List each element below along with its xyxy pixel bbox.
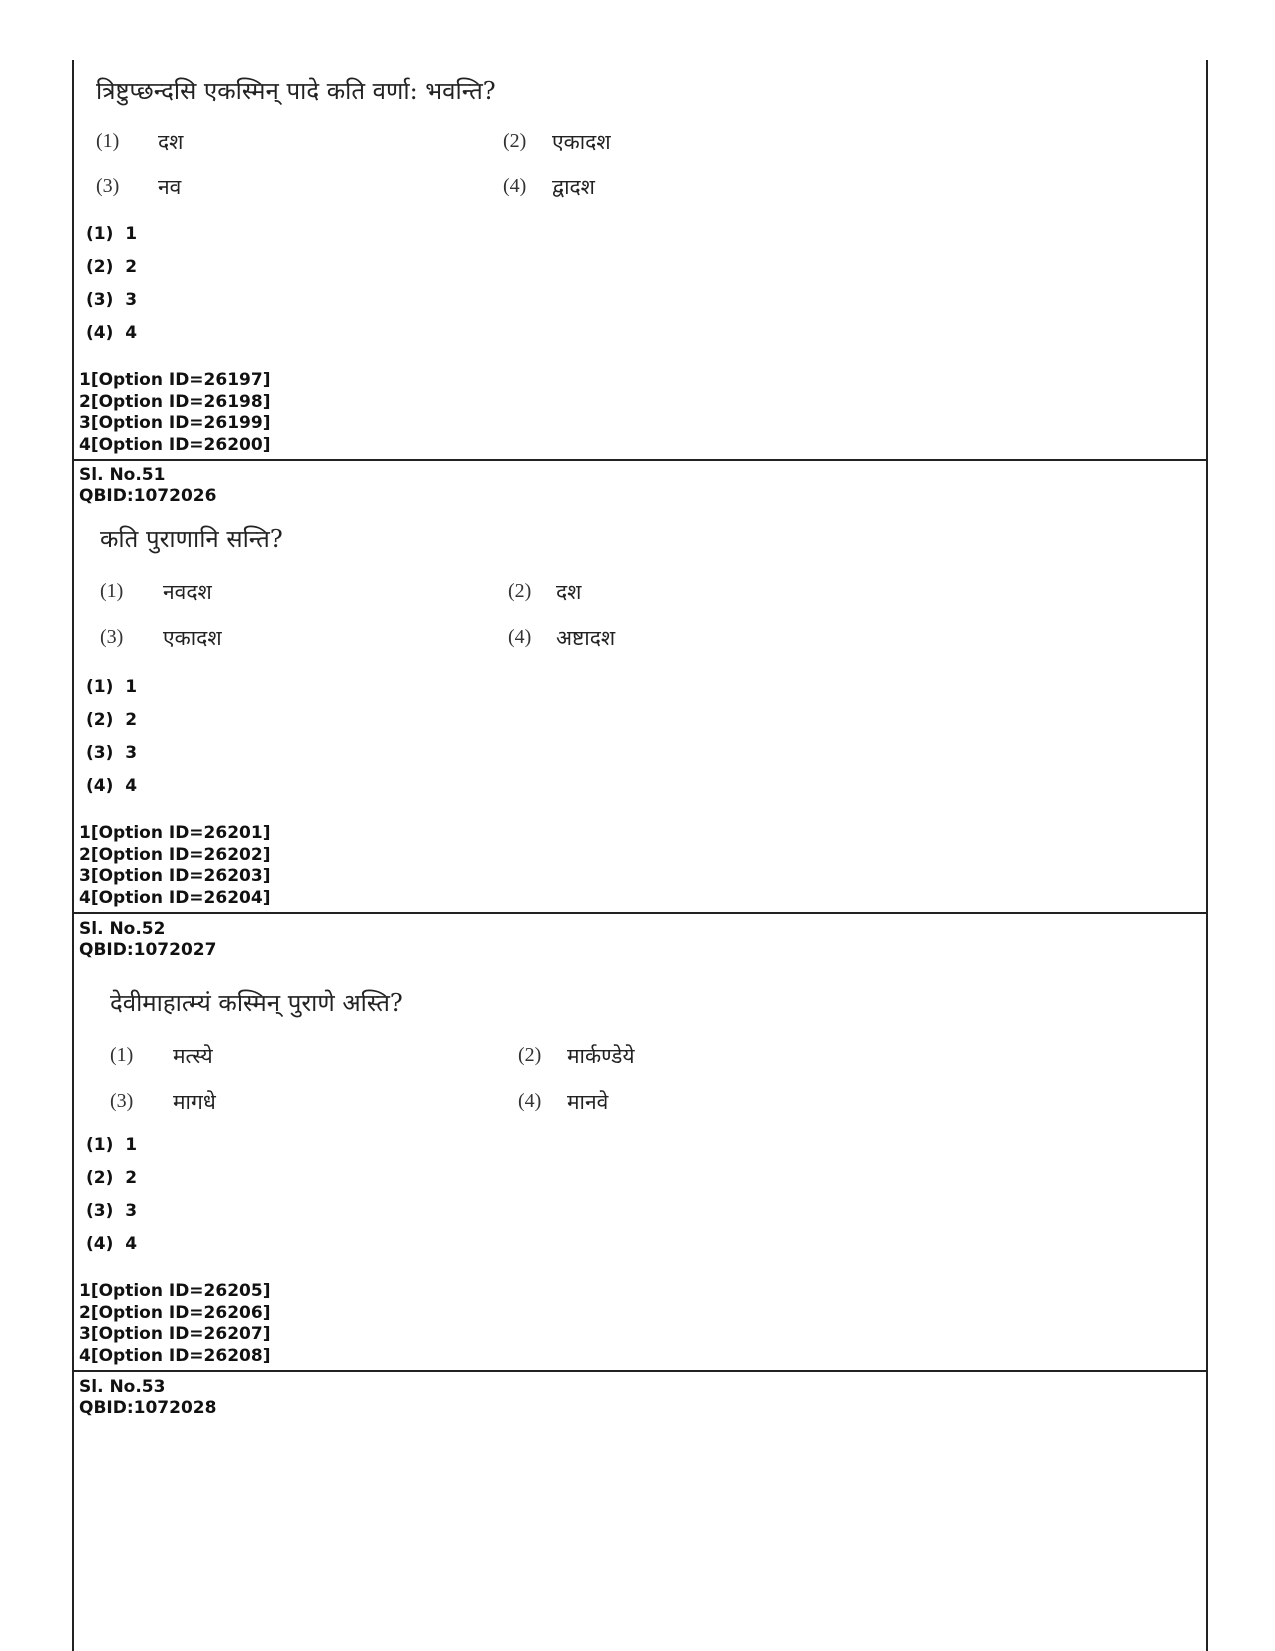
option-number: (1)	[110, 1044, 134, 1066]
option-id-list	[79, 1281, 270, 1367]
option-text: एकादश	[163, 626, 222, 650]
answer-choice: (1) 1	[86, 1135, 138, 1155]
option-number: (4)	[508, 626, 532, 648]
option-text: द्वादश	[552, 175, 595, 199]
option-id-list	[79, 823, 270, 909]
option-number: (2)	[508, 580, 532, 602]
answer-choice: (2) 2	[86, 1168, 138, 1188]
option-id: 2[Option ID=26206]	[79, 1302, 271, 1323]
qbid: QBID:1072028	[79, 1398, 217, 1418]
serial-number: Sl. No.53	[79, 1377, 166, 1397]
question-header	[79, 465, 1199, 507]
option-text: मागधे	[173, 1090, 216, 1114]
option-number: (4)	[518, 1090, 542, 1112]
option-text: नव	[158, 175, 182, 199]
option-id: 2[Option ID=26202]	[79, 844, 271, 865]
option-id: 1[Option ID=26205]	[79, 1281, 271, 1301]
qbid: QBID:1072026	[79, 486, 217, 506]
option-id: 1[Option ID=26201]	[79, 823, 271, 843]
answer-choice: (3) 3	[86, 743, 138, 763]
answer-choice: (4) 4	[86, 776, 138, 796]
option-id: 3[Option ID=26203]	[79, 866, 271, 886]
option-id: 4[Option ID=26200]	[79, 434, 271, 455]
option-id: 4[Option ID=26208]	[79, 1345, 271, 1366]
option-text: अष्टादश	[556, 626, 616, 650]
answer-choice: (2) 2	[86, 257, 138, 277]
option-number: (1)	[100, 580, 124, 602]
answer-choice: (4) 4	[86, 1234, 138, 1254]
answer-choice: (4) 4	[86, 323, 138, 343]
divider	[72, 459, 1208, 461]
option-number: (1)	[96, 130, 120, 152]
divider	[72, 1370, 1208, 1372]
answer-choice: (1) 1	[86, 224, 138, 244]
answer-choice: (2) 2	[86, 710, 138, 730]
question-text: कति पुराणानि सन्ति?	[100, 525, 283, 553]
answer-choice: (1) 1	[86, 677, 138, 697]
answer-choice: (3) 3	[86, 1201, 138, 1221]
option-text: दश	[556, 580, 582, 604]
option-text: मत्स्ये	[173, 1044, 213, 1068]
option-number: (2)	[518, 1044, 542, 1066]
option-id: 3[Option ID=26207]	[79, 1324, 271, 1344]
serial-number: Sl. No.51	[79, 465, 166, 485]
option-text: एकादश	[552, 130, 611, 154]
question-header	[79, 1377, 1199, 1419]
option-id: 2[Option ID=26198]	[79, 391, 271, 412]
option-number: (3)	[110, 1090, 134, 1112]
answer-choice: (3) 3	[86, 290, 138, 310]
question-header	[79, 919, 1199, 961]
option-id: 4[Option ID=26204]	[79, 887, 271, 908]
option-id-list	[79, 370, 270, 456]
question-text: त्रिष्टुप्छन्दसि एकस्मिन् पादे कति वर्णा: भवन्ति?	[96, 77, 496, 105]
option-number: (3)	[96, 175, 120, 197]
option-number: (3)	[100, 626, 124, 648]
option-number: (2)	[503, 130, 527, 152]
option-text: मार्कण्डेये	[567, 1044, 635, 1068]
option-id: 1[Option ID=26197]	[79, 370, 271, 390]
qbid: QBID:1072027	[79, 940, 217, 960]
question-text: देवीमाहात्म्यं कस्मिन् पुराणे अस्ति?	[110, 989, 403, 1017]
serial-number: Sl. No.52	[79, 919, 166, 939]
option-text: दश	[158, 130, 184, 154]
option-text: नवदश	[163, 580, 212, 604]
divider	[72, 912, 1208, 914]
option-text: मानवे	[567, 1090, 609, 1114]
option-id: 3[Option ID=26199]	[79, 413, 271, 433]
option-number: (4)	[503, 175, 527, 197]
